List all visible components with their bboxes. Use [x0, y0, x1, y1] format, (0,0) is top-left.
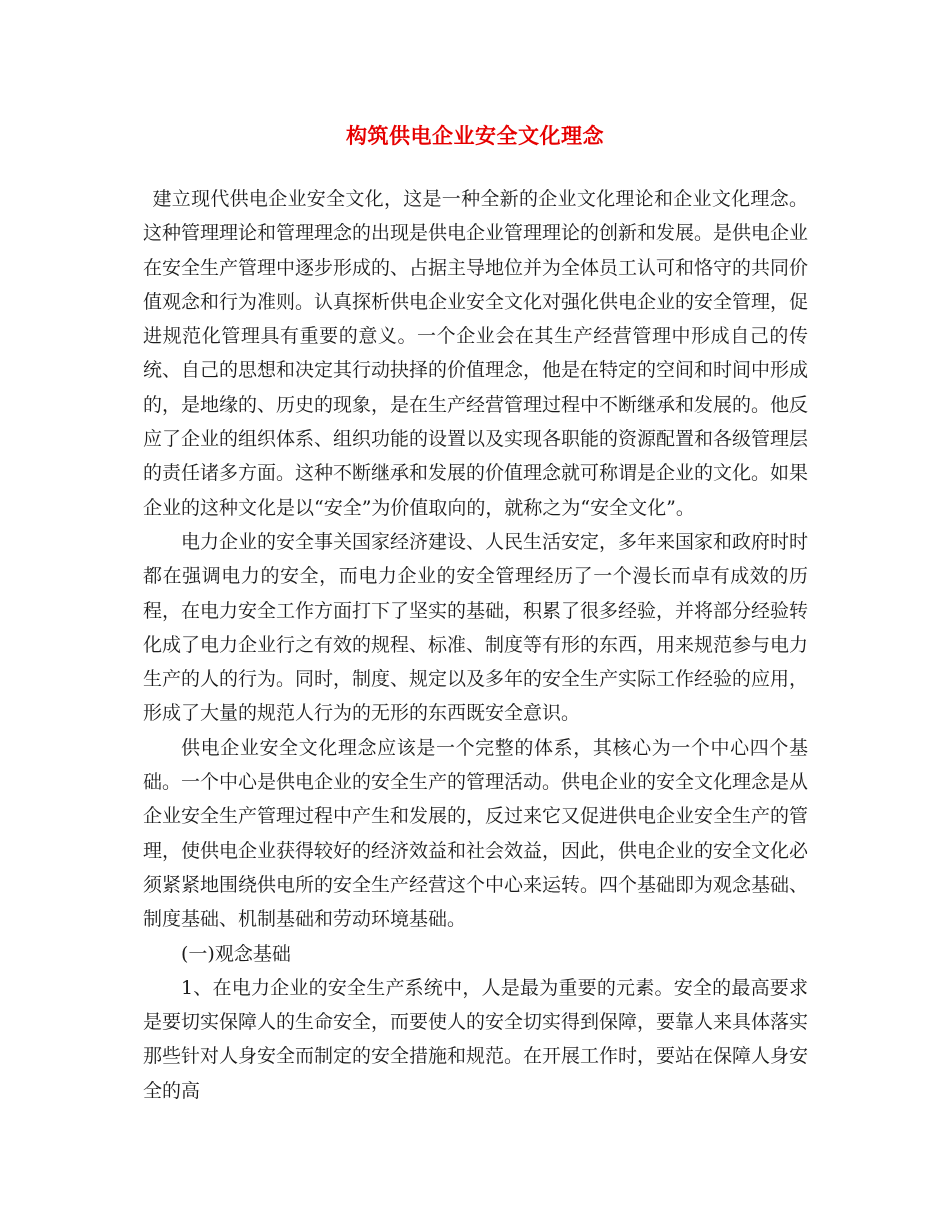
section-heading-concept-basis: (一)观念基础: [181, 942, 291, 965]
paragraph-intro: 建立现代供电企业安全文化，这是一种全新的企业文化理论和企业文化理念。这种管理理论和管理理念的出现是供电企业管理理论的创新和发展。是供电企业在安全生产管理中逐步形成的、占据主导地位并为全体员工认可和恪守的共同价值观念和行为准则。认真探析供电企业安全文化对强化供电企业的安全管理，促进规范化管理具有重要的意义。一个企业会在其生产经营管理中形成自己的传统、自己的思想和决定其行动抉择的价值理念，他是在特定的空间和时间中形成的，是地缘的、历史的现象，是在生产经营管理过程中不断继承和发展的。他反应了企业的组织体系、组织功能的设置以及实现各职能的资源配置和各级管理层的责任诸多方面。这种不断继承和发展的价值理念就可称谓是企业的文化。如果企业的这种文化是以“安全”为价值取向的，就称之为“安全文化”。: [143, 188, 809, 519]
document-body: [143, 182, 808, 1108]
paragraph-power-safety: 电力企业的安全事关国家经济建设、人民生活安定，多年来国家和政府时时都在强调电力的安全，而电力企业的安全管理经历了一个漫长而卓有成效的历程，在电力安全工作方面打下了坚实的基础，积累了很多经验，并将部分经验转化成了电力企业行之有效的规程、标准、制度等有形的东西，用来规范参与电力生产的人的行为。同时，制度、规定以及多年的安全生产实际工作经验的应用，形成了大量的规范人行为的无形的东西既安全意识。: [143, 530, 809, 725]
paragraph-safety-culture-system: 供电企业安全文化理念应该是一个完整的体系，其核心为一个中心四个基础。一个中心是供电企业的安全生产的管理活动。供电企业的安全文化理念是从企业安全生产管理过程中产生和发展的，反过来它又促进供电企业安全生产的管理，使供电企业获得较好的经济效益和社会效益，因此，供电企业的安全文化必须紧紧地围绕供电所的安全生产经营这个中心来运转。四个基础即为观念基础、制度基础、机制基础和劳动环境基础。: [143, 736, 809, 931]
document-title: 构筑供电企业安全文化理念: [346, 124, 604, 148]
paragraph-item-1: 1、在电力企业的安全生产系统中，人是最为重要的元素。安全的最高要求是要切实保障人的生命安全，而要使人的安全切实得到保障，要靠人来具体落实那些针对人身安全而制定的安全措施和规范。在开展工作时，要站在保障人身安全的高: [143, 976, 809, 1102]
